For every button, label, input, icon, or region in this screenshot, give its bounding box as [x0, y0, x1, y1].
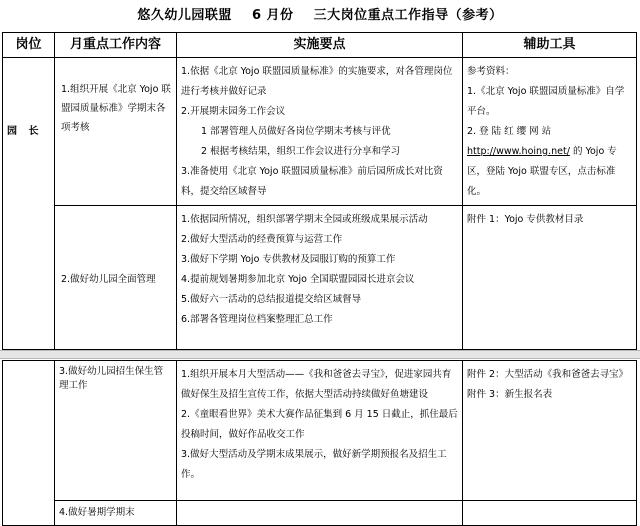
point-item: 3.做好下学期 Yojo 专供教材及园服订购的预算工作: [181, 254, 396, 265]
role-cell: [3, 58, 55, 350]
website-link[interactable]: http://www.hoing.net/: [467, 146, 570, 157]
tool-item: 附件 1：Yojo 专供教材目录: [467, 214, 584, 225]
header-points: 实施要点: [177, 33, 463, 58]
task-text: 2.做好幼儿园全面管理: [61, 274, 156, 285]
task-cell: [55, 206, 177, 350]
points-cell: [177, 501, 463, 526]
point-item: 4.提前规划暑期参加北京 Yojo 全国联盟园园长进京会议: [181, 274, 415, 285]
points-cell: [177, 361, 463, 501]
page-break: [0, 350, 640, 359]
task-cell: [55, 501, 177, 526]
point-item: 1.依据《北京 Yojo 联盟园质量标准》的实施要求，对各管理岗位进行考核并做好记录: [181, 66, 453, 97]
header-role: 岗位: [3, 33, 55, 58]
header-row: [3, 33, 637, 58]
point-item: 6.部署各管理岗位档案整理汇总工作: [181, 314, 333, 325]
task-text: 3.做好幼儿园招生保生管理工作: [59, 366, 164, 391]
task-cell: [55, 361, 177, 501]
tools-cell: [463, 501, 637, 526]
tools-cell: [463, 361, 637, 501]
role-cell-continued: [3, 361, 55, 526]
point-item: 1.组织开展本月大型活动——《我和爸爸去寻宝》，促进家园共育做好保生及招生宣传工作，依据大型活动持续做好鱼塘建设: [181, 369, 452, 400]
tools-cell: [463, 206, 637, 350]
tool-item: 附件 3：新生报名表: [467, 389, 553, 400]
table-row: [3, 206, 637, 350]
header-tools: 辅助工具: [463, 33, 637, 58]
points-cell: [177, 58, 463, 206]
document-title: 悠久幼儿园联盟 6 月份 三大岗位重点工作指导（参考）: [137, 8, 503, 23]
point-item: 2.《童眼看世界》美术大赛作品征集到 6 月 15 日截止，抓住最后投稿时间，做好作品收交工作: [181, 409, 458, 440]
points-cell: [177, 206, 463, 350]
tool-item: 的 Yojo 专区，登陆 Yojo 联盟专区，点击标准化。: [467, 146, 617, 197]
point-item: 5.做好六一活动的总结报道提交给区域督导: [181, 294, 362, 305]
table-row: [3, 501, 637, 526]
task-text: 4.做好暑期学期末: [59, 507, 135, 518]
tool-item: 附件 2：大型活动《我和爸爸去寻宝》: [467, 369, 629, 380]
point-item: 2.做好大型活动的经费预算与运营工作: [181, 234, 343, 245]
task-cell: [55, 58, 177, 206]
point-subitem: 1 部署管理人员做好各岗位学期末考核与评优: [201, 126, 391, 137]
tool-item: 2. 登 陆 红 缨 网 站: [467, 126, 552, 137]
point-item: 3.做好大型活动及学期末成果展示，做好新学期预报名及招生工作。: [181, 449, 447, 480]
point-item: 3.准备使用《北京 Yojo 联盟园质量标准》前后园所成长对比资料，提交给区域督导: [181, 166, 443, 197]
point-item: 2.开展期末园务工作会议: [181, 106, 286, 117]
tool-item: 参考资料：: [467, 66, 515, 77]
guidance-table: [2, 32, 637, 350]
table-row: [3, 361, 637, 501]
tools-cell: [463, 58, 637, 206]
header-tasks: 月重点工作内容: [55, 33, 177, 58]
table-row: [3, 58, 637, 206]
point-item: 1.依据园所情况，组织部署学期末全园或班级成果展示活动: [181, 214, 428, 225]
task-text: 1.组织开展《北京 Yojo 联盟园质量标准》学期末各项考核: [61, 84, 171, 133]
point-subitem: 2 根据考核结果，组织工作会议进行分享和学习: [201, 146, 401, 157]
tool-item: 1.《北京 Yojo 联盟园质量标准》自学平台。: [467, 86, 625, 117]
role-label: 园 长: [7, 126, 43, 137]
guidance-table-continued: [2, 360, 637, 526]
